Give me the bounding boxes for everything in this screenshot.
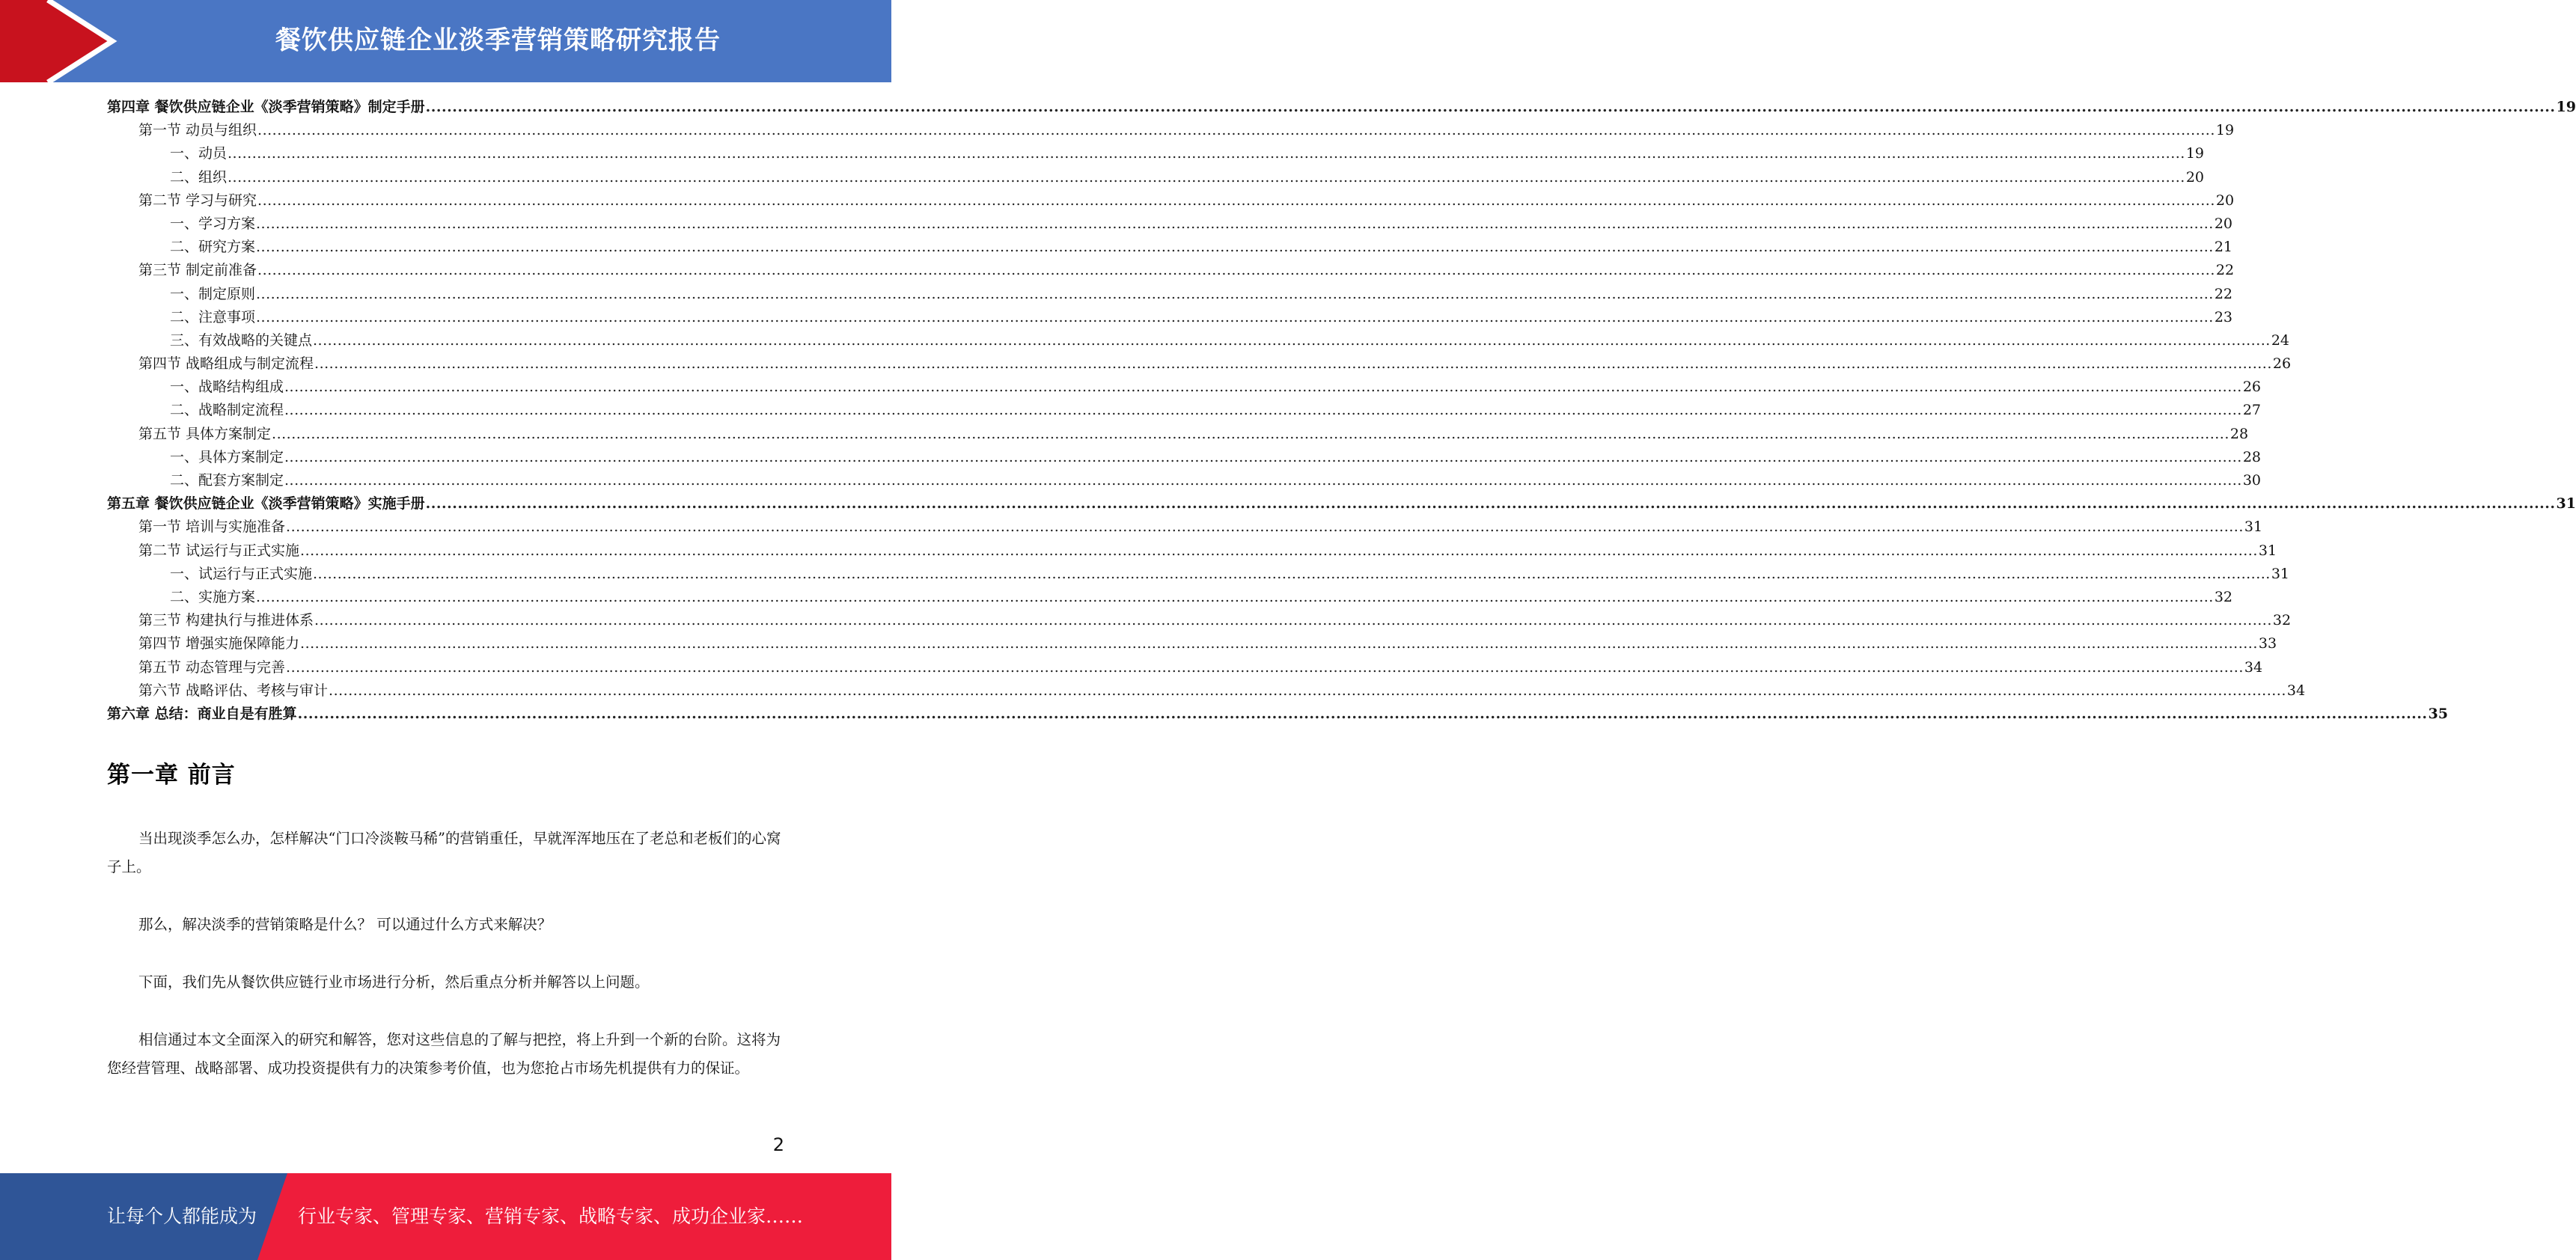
toc-entry-label: 一、动员 <box>170 145 228 162</box>
toc-entry-label: 第六节 战略评估、考核与审计 <box>138 682 329 699</box>
toc-entry-label: 二、组织 <box>170 168 228 186</box>
toc-entry[interactable] <box>107 563 2290 586</box>
toc-entry[interactable] <box>107 306 2233 329</box>
toc-entry-label: 二、研究方案 <box>170 239 256 256</box>
toc-entry-label: 第四节 战略组成与制定流程 <box>138 355 314 373</box>
toc-entry[interactable] <box>107 142 2205 165</box>
toc-leader-dots: ................................................................................................................................................................................................................................................................................................................................................................................................................ <box>313 331 2271 349</box>
toc-entry-label: 第五节 动态管理与完善 <box>138 658 286 676</box>
toc-entry[interactable] <box>107 329 2290 352</box>
toc-entry-label: 第六章 总结：商业自是有胜算 <box>107 705 297 722</box>
chapter-body <box>107 825 784 1112</box>
toc-leader-dots: ................................................................................................................................................................................................................................................................................................................................................................................................................ <box>425 495 2556 513</box>
toc-entry[interactable] <box>107 352 2292 376</box>
toc-entry-label: 第二节 试运行与正式实施 <box>138 542 300 559</box>
toc-entry-page: 34 <box>2286 682 2306 699</box>
footer-slogan-right: 行业专家、管理专家、营销专家、战略专家、成功企业家…… <box>298 1205 804 1227</box>
toc-leader-dots: ................................................................................................................................................................................................................................................................................................................................................................................................................ <box>300 635 2258 652</box>
body-paragraph: 相信通过本文全面深入的研究和解答，您对这些信息的了解与把控，将上升到一个新的台阶。这将为您经营管理、战略部署、成功投资提供有力的决策参考价值，也为您抢占市场先机提供有力的保证。 <box>107 1031 781 1077</box>
toc-entry-label: 一、学习方案 <box>170 215 256 232</box>
toc-entry-label: 三、有效战略的关键点 <box>170 331 313 349</box>
toc-entry-label: 第三节 制定前准备 <box>138 262 257 279</box>
toc-leader-dots: ................................................................................................................................................................................................................................................................................................................................................................................................................ <box>256 285 2214 302</box>
toc-entry[interactable] <box>107 656 2263 679</box>
toc-entry-label: 第三节 构建执行与推进体系 <box>138 612 314 629</box>
toc-entry-page: 22 <box>2215 262 2235 279</box>
toc-leader-dots: ................................................................................................................................................................................................................................................................................................................................................................................................................ <box>425 99 2556 115</box>
toc-entry-page: 24 <box>2271 331 2290 349</box>
toc-entry-label: 第二节 学习与研究 <box>138 192 257 209</box>
toc-leader-dots: ................................................................................................................................................................................................................................................................................................................................................................................................................ <box>256 215 2214 232</box>
toc-leader-dots: ................................................................................................................................................................................................................................................................................................................................................................................................................ <box>314 355 2272 373</box>
toc-leader-dots: ................................................................................................................................................................................................................................................................................................................................................................................................................ <box>256 308 2214 325</box>
report-title: 餐饮供应链企业淡季营销策略研究报告 <box>275 25 721 55</box>
toc-entry[interactable] <box>107 492 2576 516</box>
toc-leader-dots: ................................................................................................................................................................................................................................................................................................................................................................................................................ <box>284 402 2242 419</box>
toc-leader-dots: ................................................................................................................................................................................................................................................................................................................................................................................................................ <box>228 145 2185 162</box>
toc-entry-page: 21 <box>2214 239 2233 256</box>
toc-entry-page: 27 <box>2242 402 2262 419</box>
toc-entry-page: 31 <box>2258 542 2277 559</box>
toc-leader-dots: ................................................................................................................................................................................................................................................................................................................................................................................................................ <box>256 239 2214 256</box>
toc-entry-label: 一、制定原则 <box>170 285 256 302</box>
toc-entry-page: 23 <box>2214 308 2233 325</box>
toc-leader-dots: ................................................................................................................................................................................................................................................................................................................................................................................................................ <box>286 658 2244 676</box>
toc-entry-label: 第五章 餐饮供应链企业《淡季营销策略》实施手册 <box>107 495 425 513</box>
toc-entry-page: 20 <box>2185 168 2205 186</box>
toc-entry[interactable] <box>107 119 2235 142</box>
toc-entry-label: 第四章 餐饮供应链企业《淡季营销策略》制定手册 <box>107 99 425 115</box>
toc-entry-page: 19 <box>2185 145 2205 162</box>
toc-entry-page: 28 <box>2229 425 2249 442</box>
toc-entry[interactable] <box>107 236 2233 259</box>
toc-entry-page: 32 <box>2214 588 2233 605</box>
toc-leader-dots: ................................................................................................................................................................................................................................................................................................................................................................................................................ <box>257 262 2215 279</box>
toc-entry-page: 20 <box>2215 192 2235 209</box>
toc-leader-dots: ................................................................................................................................................................................................................................................................................................................................................................................................................ <box>228 168 2185 186</box>
header-arrow-decoration <box>0 0 112 82</box>
toc-entry[interactable] <box>107 283 2233 306</box>
toc-entry-label: 二、战略制定流程 <box>170 402 284 419</box>
toc-entry-label: 一、试运行与正式实施 <box>170 565 313 582</box>
toc-leader-dots: ................................................................................................................................................................................................................................................................................................................................................................................................................ <box>257 122 2215 139</box>
footer-slogan-left: 让每个人都能成为 <box>107 1205 257 1227</box>
toc-entry-label: 第一节 培训与实施准备 <box>138 519 286 536</box>
toc-entry[interactable] <box>107 166 2205 189</box>
toc-entry-page: 31 <box>2244 519 2263 536</box>
toc-leader-dots: ................................................................................................................................................................................................................................................................................................................................................................................................................ <box>256 588 2214 605</box>
toc-entry[interactable] <box>107 679 2306 703</box>
body-paragraph: 下面，我们先从餐饮供应链行业市场进行分析，然后重点分析并解答以上问题。 <box>138 973 650 991</box>
toc-entry[interactable] <box>107 539 2277 563</box>
page-number: 2 <box>772 1134 784 1155</box>
toc-entry-page: 20 <box>2214 215 2233 232</box>
toc-entry[interactable] <box>107 609 2292 632</box>
toc-leader-dots: ................................................................................................................................................................................................................................................................................................................................................................................................................ <box>284 379 2242 396</box>
toc-leader-dots: ................................................................................................................................................................................................................................................................................................................................................................................................................ <box>257 192 2215 209</box>
toc-entry-page: 31 <box>2556 495 2576 513</box>
toc-entry-page: 28 <box>2242 448 2262 465</box>
toc-entry-label: 一、具体方案制定 <box>170 448 284 465</box>
toc-entry-page: 22 <box>2214 285 2233 302</box>
toc-leader-dots: ................................................................................................................................................................................................................................................................................................................................................................................................................ <box>284 448 2242 465</box>
toc-leader-dots: ................................................................................................................................................................................................................................................................................................................................................................................................................ <box>286 519 2244 536</box>
chapter-title: 第一章 前言 <box>107 762 236 789</box>
toc-entry-page: 30 <box>2242 472 2262 489</box>
toc-entry[interactable] <box>107 189 2235 212</box>
body-paragraph: 当出现淡季怎么办，怎样解决“门口冷淡鞍马稀”的营销重任，早就浑浑地压在了老总和老板们的心窝子上。 <box>107 830 781 875</box>
toc-entry[interactable] <box>107 376 2262 399</box>
toc-leader-dots: ................................................................................................................................................................................................................................................................................................................................................................................................................ <box>297 705 2428 722</box>
toc-entry-label: 第五节 具体方案制定 <box>138 425 272 442</box>
toc-leader-dots: ................................................................................................................................................................................................................................................................................................................................................................................................................ <box>284 472 2242 489</box>
toc-entry-page: 33 <box>2258 635 2277 652</box>
toc-entry-page: 31 <box>2271 565 2290 582</box>
toc-entry-label: 第一节 动员与组织 <box>138 122 257 139</box>
toc-entry-page: 19 <box>2556 99 2576 115</box>
toc-leader-dots: ................................................................................................................................................................................................................................................................................................................................................................................................................ <box>272 425 2229 442</box>
toc-leader-dots: ................................................................................................................................................................................................................................................................................................................................................................................................................ <box>314 612 2272 629</box>
toc-entry-page: 32 <box>2272 612 2292 629</box>
toc-entry[interactable] <box>107 632 2277 655</box>
toc-entry[interactable] <box>107 96 2576 119</box>
toc-entry-page: 34 <box>2244 658 2263 676</box>
toc-leader-dots: ................................................................................................................................................................................................................................................................................................................................................................................................................ <box>329 682 2286 699</box>
toc-entry-page: 26 <box>2242 379 2262 396</box>
toc-entry-page: 26 <box>2272 355 2292 373</box>
toc-entry-label: 一、战略结构组成 <box>170 379 284 396</box>
toc-entry[interactable] <box>107 423 2249 446</box>
toc-entry-label: 二、注意事项 <box>170 308 256 325</box>
toc-leader-dots: ................................................................................................................................................................................................................................................................................................................................................................................................................ <box>300 542 2258 559</box>
body-paragraph: 那么，解决淡季的营销策略是什么？ 可以通过什么方式来解决？ <box>138 916 552 933</box>
table-of-contents <box>107 96 2576 726</box>
toc-entry[interactable] <box>107 446 2262 469</box>
page-header <box>0 0 891 82</box>
toc-entry[interactable] <box>107 212 2233 236</box>
toc-entry[interactable] <box>107 516 2263 539</box>
toc-entry-page: 35 <box>2428 705 2448 722</box>
toc-entry-label: 第四节 增强实施保障能力 <box>138 635 300 652</box>
page-footer <box>0 1173 891 1260</box>
toc-leader-dots: ................................................................................................................................................................................................................................................................................................................................................................................................................ <box>313 565 2271 582</box>
toc-entry[interactable] <box>107 259 2235 282</box>
toc-entry-page: 19 <box>2215 122 2235 139</box>
toc-entry[interactable] <box>107 703 2448 726</box>
toc-entry[interactable] <box>107 399 2262 422</box>
toc-entry-label: 二、实施方案 <box>170 588 256 605</box>
toc-entry[interactable] <box>107 586 2233 609</box>
toc-entry-label: 二、配套方案制定 <box>170 472 284 489</box>
toc-entry[interactable] <box>107 469 2262 492</box>
